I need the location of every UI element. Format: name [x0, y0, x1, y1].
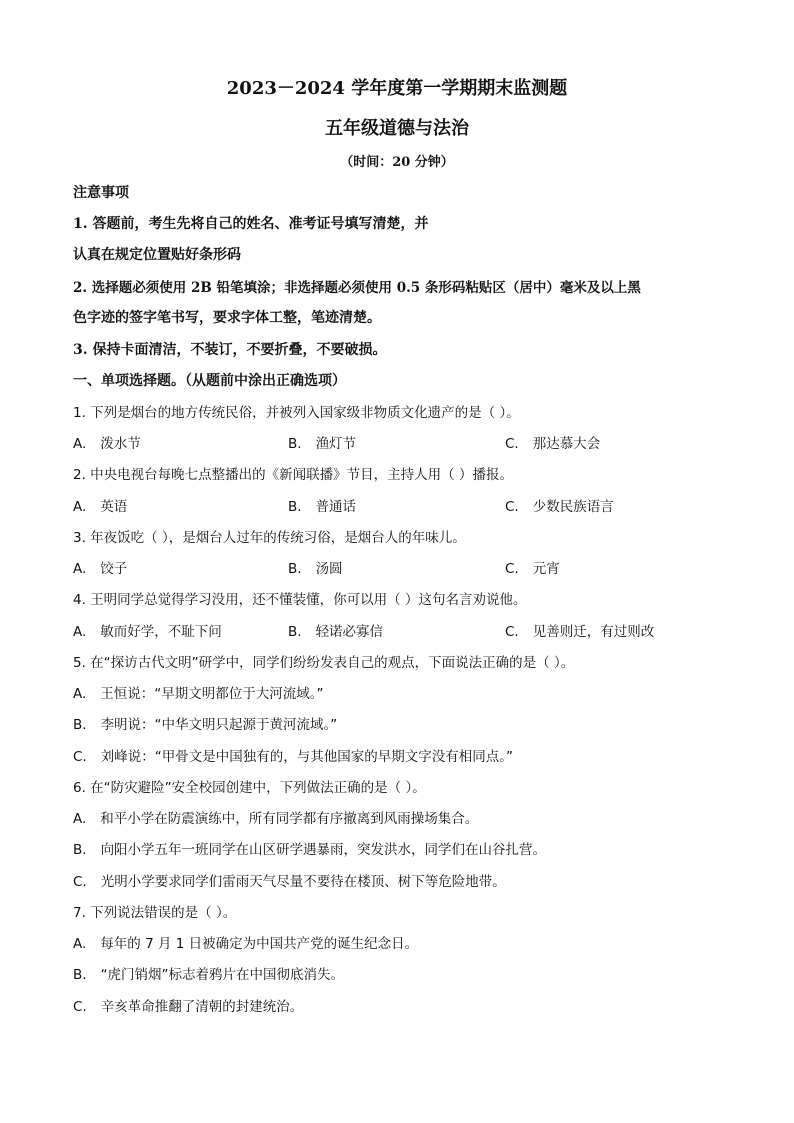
option-7b[interactable]: B. “虎门销烟”标志着鸦片在中国彻底消失。 [73, 967, 345, 983]
note-1b: 认真在规定位置贴好条形码 [73, 247, 241, 263]
option-5c[interactable]: C. 刘峰说：“甲骨文是中国独有的，与其他国家的早期文字没有相同点。” [73, 749, 513, 765]
option-3b[interactable]: B. 汤圆 [288, 561, 343, 577]
exam-time: （时间：20 分钟） [340, 155, 454, 170]
notes-heading: 注意事项 [73, 185, 129, 201]
question-5: 5. 在“探访古代文明”研学中，同学们纷纷发表自己的观点，下面说法正确的是（ ）。 [73, 655, 575, 671]
option-6b[interactable]: B. 向阳小学五年一班同学在山区研学遇暴雨，突发洪水，同学们在山谷扎营。 [73, 842, 547, 858]
subject-title: 五年级道德与法治 [325, 118, 469, 139]
option-6c[interactable]: C. 光明小学要求同学们雷雨天气尽量不要待在楼顶、树下等危险地带。 [73, 874, 506, 890]
question-7: 7. 下列说法错误的是（ ）。 [73, 905, 237, 921]
note-3: 3. 保持卡面清洁，不装订，不要折叠，不要破损。 [73, 342, 387, 358]
option-1c[interactable]: C. 那达慕大会 [505, 436, 601, 452]
option-2b[interactable]: B. 普通话 [288, 499, 357, 515]
section-heading: 一、单项选择题。（从题前中涂出正确选项） [73, 373, 346, 389]
exam-title: 2023－2024 学年度第一学期期末监测题 [226, 78, 568, 99]
question-2: 2. 中央电视台每晚七点整播出的《新闻联播》节目，主持人用（ ）播报。 [73, 467, 513, 483]
option-3a[interactable]: A. 饺子 [73, 561, 128, 577]
option-2c[interactable]: C. 少数民族语言 [505, 499, 614, 515]
option-4b[interactable]: B. 轻诺必寡信 [288, 624, 384, 640]
note-2a: 2. 选择题必须使用 2B 铅笔填涂；非选择题必须使用 0.5 条形码粘贴区（居中）毫米及以上黑 [73, 280, 641, 296]
question-1: 1. 下列是烟台的地方传统民俗，并被列入国家级非物质文化遗产的是（ ）。 [73, 405, 520, 421]
question-3: 3. 年夜饭吃（ ），是烟台人过年的传统习俗，是烟台人的年味儿。 [73, 530, 466, 546]
option-5b[interactable]: B. 李明说：“中华文明只起源于黄河流域。” [73, 717, 338, 733]
option-5a[interactable]: A. 王恒说：“早期文明都位于大河流域。” [73, 686, 324, 702]
option-1a[interactable]: A. 泼水节 [73, 436, 141, 452]
option-4a[interactable]: A. 敏而好学，不耻下问 [73, 624, 222, 640]
option-7a[interactable]: A. 每年的 7 月 1 日被确定为中国共产党的诞生纪念日。 [73, 936, 419, 952]
question-4: 4. 王明同学总觉得学习没用，还不懂装懂，你可以用（ ）这句名言劝说他。 [73, 592, 527, 608]
note-1a: 1. 答题前，考生先将自己的姓名、准考证号填写清楚，并 [73, 216, 429, 232]
option-3c[interactable]: C. 元宵 [505, 561, 560, 577]
note-2b: 色字迹的签字笔书写，要求字体工整，笔迹清楚。 [73, 310, 381, 326]
option-2a[interactable]: A. 英语 [73, 499, 128, 515]
question-6: 6. 在“防灾避险”安全校园创建中，下列做法正确的是（ ）。 [73, 780, 426, 796]
option-1b[interactable]: B. 渔灯节 [288, 436, 357, 452]
option-4c[interactable]: C. 见善则迁，有过则改 [505, 624, 655, 640]
option-7c[interactable]: C. 辛亥革命推翻了清朝的封建统治。 [73, 999, 304, 1015]
option-6a[interactable]: A. 和平小学在防震演练中，所有同学都有序撤离到风雨操场集合。 [73, 811, 479, 827]
